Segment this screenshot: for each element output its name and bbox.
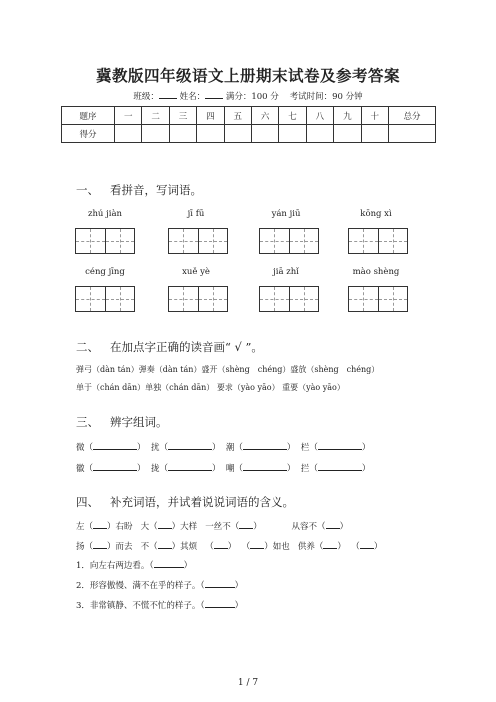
name-blank [205, 90, 223, 99]
answer-blank[interactable] [168, 462, 212, 471]
text: ） [339, 522, 349, 532]
question-text: 2．形容傲慢、满不在乎的样子。（ [76, 581, 205, 591]
answer-blank[interactable] [93, 462, 137, 471]
section-number: 二、 [76, 340, 99, 354]
answer-blank[interactable] [250, 540, 264, 549]
answer-blank[interactable] [168, 441, 212, 450]
section-number: 一、 [76, 183, 99, 197]
pinyin-label: zhú jiàn [87, 209, 123, 219]
text: ） [373, 542, 383, 552]
section-3-heading [76, 414, 168, 430]
class-label: 班级： [133, 92, 159, 102]
idiom-line [76, 520, 348, 532]
writing-grid[interactable] [348, 228, 408, 254]
table-cell: 得分 [62, 125, 115, 143]
score-input-cell[interactable] [142, 125, 169, 143]
section-title: 在加点字正确的读音画“ √ ”。 [110, 340, 263, 354]
answer-blank[interactable] [318, 441, 362, 450]
char: 栏 [300, 443, 310, 453]
text: 不（ [140, 542, 158, 552]
char: 微 [76, 443, 85, 453]
pinyin-label: xuě yè [182, 267, 210, 277]
char: 拢 [150, 464, 160, 474]
writing-grid[interactable] [259, 286, 319, 312]
answer-blank[interactable] [323, 540, 337, 549]
text: （ [241, 542, 251, 552]
text: ）大样 [171, 522, 198, 532]
text: ） [337, 542, 346, 552]
answer-blank[interactable] [243, 441, 287, 450]
answer-blank[interactable] [158, 520, 172, 529]
text: 扬（ [76, 542, 94, 552]
score-input-cell[interactable] [361, 125, 388, 143]
score-input-cell[interactable] [389, 125, 436, 143]
char: 徽 [76, 464, 85, 474]
pinyin-label: yán jiū [271, 209, 301, 219]
table-cell: 一 [115, 107, 142, 125]
text: ） [234, 601, 244, 611]
table-cell: 六 [251, 107, 278, 125]
writing-grid[interactable] [75, 228, 135, 254]
text: 左（ [76, 522, 94, 532]
writing-grid[interactable] [168, 228, 228, 254]
text: ）如也 [264, 542, 290, 552]
text: ） [253, 522, 262, 532]
score-input-cell[interactable] [197, 125, 224, 143]
score-input-cell[interactable] [251, 125, 278, 143]
score-input-cell[interactable] [115, 125, 142, 143]
table-cell: 四 [197, 107, 224, 125]
pinyin-label: jiā zhǐ [273, 267, 299, 277]
answer-blank[interactable] [93, 540, 107, 549]
table-cell: 七 [279, 107, 306, 125]
writing-grid[interactable] [168, 286, 228, 312]
text: ）其烦 [171, 542, 198, 552]
section-number: 三、 [76, 415, 99, 429]
class-blank [159, 90, 177, 99]
section-title: 补充词语，并试着说说词语的含义。 [110, 495, 294, 509]
char: 拦 [300, 464, 310, 474]
definition-question [76, 599, 243, 611]
writing-grid[interactable] [348, 286, 408, 312]
answer-blank[interactable] [158, 540, 172, 549]
answer-blank[interactable] [154, 559, 184, 568]
char: 扰 [150, 443, 160, 453]
writing-grid[interactable] [75, 286, 135, 312]
text: ） [227, 542, 237, 552]
page-number: 1 / 7 [237, 678, 259, 688]
table-cell: 九 [334, 107, 361, 125]
document-title: 冀教版四年级语文上册期末试卷及参考答案 [95, 67, 400, 85]
pinyin-label: mào shèng [352, 267, 400, 277]
score-input-cell[interactable] [306, 125, 333, 143]
name-label: 姓名： [179, 92, 206, 102]
table-cell: 题序 [62, 107, 115, 125]
text: 供养（ [297, 542, 324, 552]
section-title: 辨字组词。 [110, 415, 168, 429]
table-cell: 三 [169, 107, 196, 125]
text: ） [183, 561, 193, 571]
text: ）右盼 [107, 522, 133, 532]
definition-question [76, 559, 192, 571]
text: ） [234, 581, 244, 591]
table-cell: 五 [224, 107, 251, 125]
pronunciation-line: 弹弓（dàn tán）弹奏（dàn tán）盛开（shèng chéng）盛放（shèng chéng） [76, 365, 380, 374]
section-title: 看拼音，写词语。 [110, 183, 202, 197]
answer-blank[interactable] [326, 520, 340, 529]
score-input-cell[interactable] [169, 125, 196, 143]
table-cell: 十 [361, 107, 388, 125]
table-cell: 二 [142, 107, 169, 125]
writing-grid[interactable] [259, 228, 319, 254]
section-number: 四、 [76, 495, 99, 509]
answer-blank[interactable] [318, 462, 362, 471]
score-table-header-row [62, 107, 436, 125]
exam-info [0, 90, 496, 102]
answer-blank[interactable] [214, 540, 228, 549]
text: 大（ [140, 522, 158, 532]
answer-blank[interactable] [239, 520, 253, 529]
pinyin-label: kōng xì [360, 209, 392, 219]
text: （ [205, 542, 214, 552]
word-group-row: 徽（ ） 拢（ ） 嘲（ ） 拦（ ） [76, 464, 371, 474]
pronunciation-line: 单于（chán dān）单独（chán dān） 要求（yào yāo） 重要（yào yāo） [76, 383, 345, 392]
text: 一丝不（ [205, 522, 240, 532]
section-2-heading [76, 339, 263, 355]
text: 从容不（ [291, 522, 326, 532]
answer-blank[interactable] [205, 599, 235, 608]
exam-time: 考试时间：90 分钟 [289, 92, 363, 102]
char: 潮 [225, 443, 235, 453]
score-table [61, 106, 436, 143]
answer-blank[interactable] [360, 540, 374, 549]
answer-blank[interactable] [243, 462, 287, 471]
score-table-score-row [62, 125, 436, 143]
full-score: 满分：100 分 [225, 92, 279, 102]
pinyin-label: céng jīng [85, 267, 125, 277]
score-input-cell[interactable] [279, 125, 306, 143]
answer-blank[interactable] [93, 441, 137, 450]
pinyin-label: jī fū [187, 209, 205, 219]
definition-question [76, 579, 243, 591]
table-cell: 八 [306, 107, 333, 125]
text: ）而去 [107, 542, 133, 552]
score-input-cell[interactable] [334, 125, 361, 143]
question-text: 1．向左右两边看。（ [76, 561, 154, 571]
answer-blank[interactable] [93, 520, 107, 529]
question-text: 3．非常镇静、不慌不忙的样子。（ [76, 601, 205, 611]
text: （ [351, 542, 360, 552]
score-input-cell[interactable] [224, 125, 251, 143]
idiom-line [76, 540, 382, 552]
answer-blank[interactable] [205, 579, 235, 588]
section-1-heading [76, 182, 202, 198]
table-cell: 总分 [389, 107, 436, 125]
char: 嘲 [225, 464, 235, 474]
section-4-heading [76, 494, 294, 510]
word-group-row: 微（ ） 扰（ ） 潮（ ） 栏（ ） [76, 443, 371, 453]
